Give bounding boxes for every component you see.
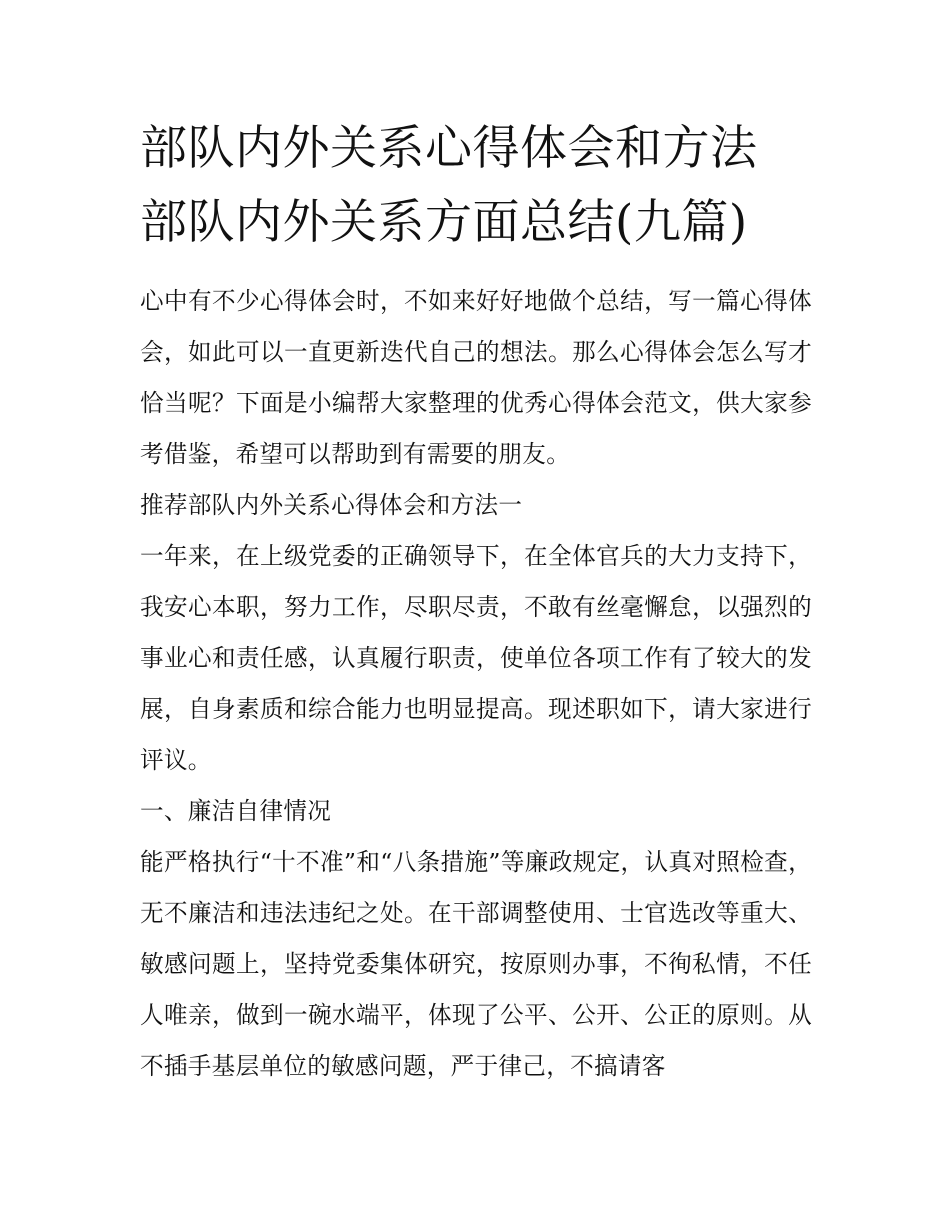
section-heading: 一、廉洁自律情况 bbox=[140, 797, 332, 825]
document-body bbox=[140, 112, 812, 1092]
intro-paragraph: 心中有不少心得体会时，不如来好好地做个总结，写一篇心得体会，如此可以一直更新迭代自己的想法。那么心得体会怎么写才恰当呢？下面是小编帮大家整理的优秀心得体会范文，供大家参考借鉴，希望可以帮助到有需要的朋友。 bbox=[140, 287, 812, 468]
title-line-1: 部队内外关系心得体会和方法 bbox=[140, 121, 758, 176]
body-paragraph-1: 一年来，在上级党委的正确领导下，在全体官兵的大力支持下，我安心本职，努力工作，尽职尽责，不敢有丝毫懈怠，以强烈的事业心和责任感，认真履行职责，使单位各项工作有了较大的发展，自身素质和综合能力也明显提高。现述职如下，请大家进行评议。 bbox=[140, 542, 812, 774]
title-line-2: 部队内外关系方面总结(九篇) bbox=[140, 195, 748, 250]
body-paragraph-2: 能严格执行“十不准”和“八条措施”等廉政规定，认真对照检查，无不廉洁和违法违纪之处。在干部调整使用、士官选改等重大、敏感问题上，坚持党委集体研究，按原则办事，不徇私情，不任人唯亲，做到一碗水端平，体现了公平、公开、公正的原则。从不插手基层单位的敏感问题，严于律己，不搞请客 bbox=[140, 848, 812, 1080]
recommend-heading: 推荐部队内外关系心得体会和方法一 bbox=[140, 491, 523, 519]
document-title bbox=[140, 112, 812, 260]
